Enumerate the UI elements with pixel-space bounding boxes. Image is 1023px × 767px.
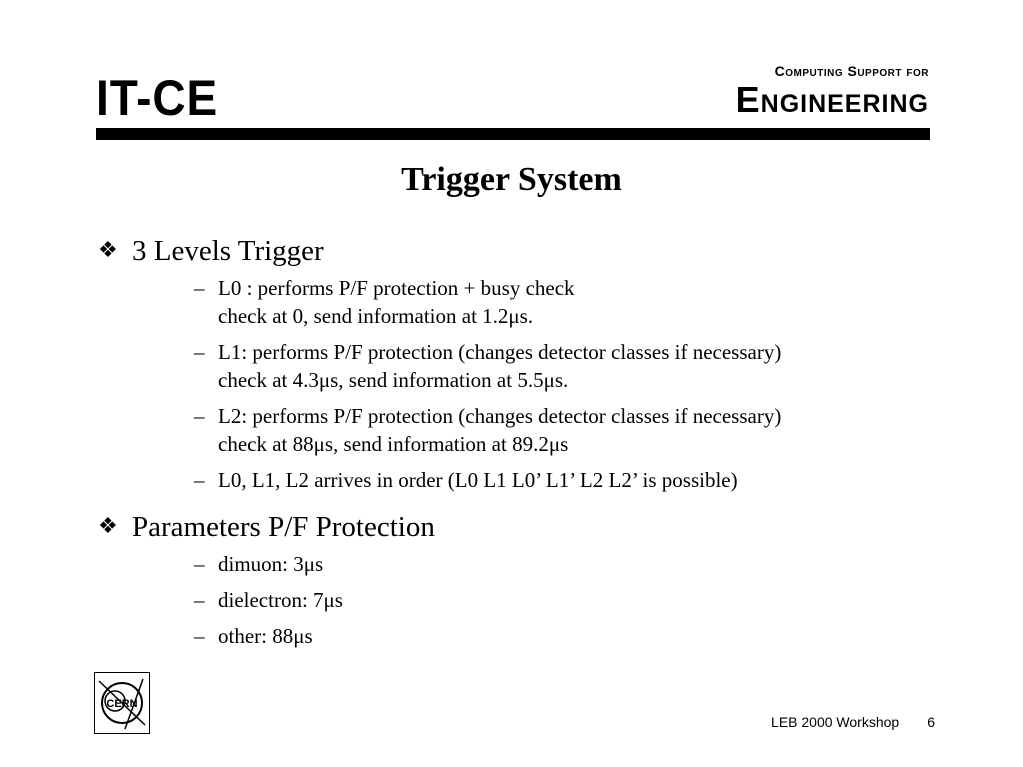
list-item (194, 274, 938, 330)
dash: – (194, 404, 205, 428)
item-line: L0 : performs P/F protection + busy check (218, 276, 575, 300)
cern-logo (94, 672, 150, 734)
slide-title: Trigger System (401, 161, 622, 198)
dash: – (194, 468, 205, 492)
footer (771, 713, 935, 731)
section-bullet (98, 508, 938, 546)
item-line: dimuon: 3μs (218, 552, 324, 576)
item-line: check at 0, send information at 1.2μs. (218, 304, 534, 328)
item-line: dielectron: 7μs (218, 588, 343, 612)
computing-support-logo (689, 62, 929, 120)
item-line: L1: performs P/F protection (changes detector classes if necessary) (218, 340, 782, 364)
dash: – (194, 588, 205, 612)
list-item (194, 338, 938, 394)
it-ce-logo: IT-CE (96, 70, 219, 126)
footer-event: LEB 2000 Workshop (771, 714, 900, 730)
item-line: check at 88μs, send information at 89.2μs (218, 432, 569, 456)
logo-tagline: Computing Support for (774, 63, 929, 79)
slide-content (98, 232, 938, 658)
section-title: Parameters P/F Protection (132, 511, 435, 543)
cern-logo-graphic (95, 673, 149, 733)
item-line: check at 4.3μs, send information at 5.5μs. (218, 368, 569, 392)
dash: – (194, 624, 205, 648)
logo-engineering: Engineering (735, 79, 929, 120)
sub-list (98, 274, 938, 494)
section-bullet (98, 232, 938, 270)
list-item (194, 550, 938, 578)
dash: – (194, 276, 205, 300)
item-line: L0, L1, L2 arrives in order (L0 L1 L0’ L1’ L2 L2’ is possible) (218, 468, 738, 492)
dash: – (194, 552, 205, 576)
list-item (194, 622, 938, 650)
cern-logo-text: CERN (106, 698, 138, 710)
list-item (194, 586, 938, 614)
item-line: other: 88μs (218, 624, 313, 648)
section-title: 3 Levels Trigger (132, 235, 324, 267)
list-item (194, 402, 938, 458)
list-item (194, 466, 938, 494)
page-number: 6 (927, 714, 935, 730)
dash: – (194, 340, 205, 364)
diamond-bullet-icon: ❖ (98, 514, 118, 539)
header-rule (96, 128, 930, 140)
sub-list (98, 550, 938, 650)
item-line: L2: performs P/F protection (changes detector classes if necessary) (218, 404, 782, 428)
diamond-bullet-icon: ❖ (98, 238, 118, 263)
